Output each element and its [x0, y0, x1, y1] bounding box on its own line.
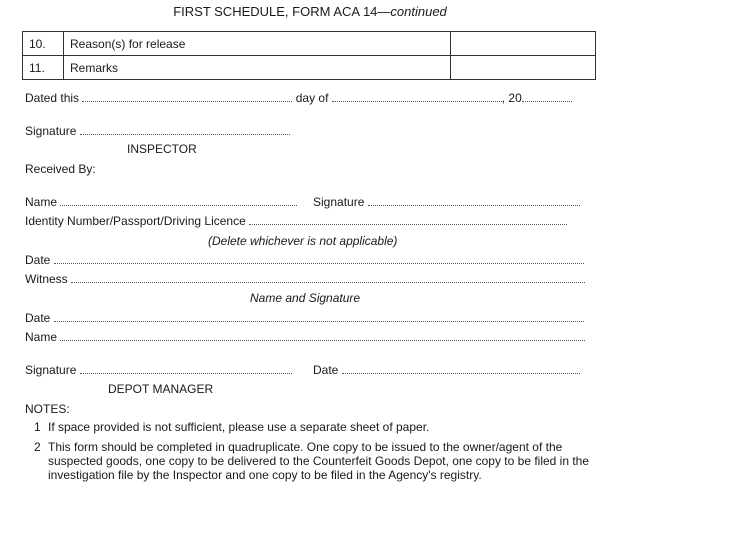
depot-date-line: [313, 363, 580, 377]
receiver-date-field[interactable]: [54, 253, 584, 264]
row-entry-field[interactable]: [451, 56, 596, 80]
witness-field[interactable]: [71, 272, 585, 283]
note-text: This form should be completed in quadruplicate. One copy to be issued to the owner/agent of the suspected goods, one copy to be delivered to the Counterfeit Goods Depot, one copy to be filed in the investigation file by the Inspector and one copy to be filed in the Agency's registry.: [48, 440, 590, 482]
receiver-signature-line: [313, 195, 580, 209]
name-label: Name: [25, 330, 58, 344]
delete-note: (Delete whichever is not applicable): [208, 234, 398, 248]
table-row: [23, 32, 596, 56]
date-label: Date: [25, 253, 51, 267]
signature-label: Signature: [25, 363, 77, 377]
witness-date-field[interactable]: [54, 311, 584, 322]
note-number: 2: [34, 440, 41, 454]
depot-signature-line: [25, 363, 292, 377]
witness-name-line: [25, 330, 585, 344]
receiver-date-line: [25, 253, 584, 267]
signature-label: Signature: [313, 195, 365, 209]
witness-date-line: [25, 311, 584, 325]
identity-field[interactable]: [249, 214, 567, 225]
note-number: 1: [34, 420, 41, 434]
depot-date-field[interactable]: [342, 363, 580, 374]
dated-prefix: Dated this: [25, 91, 80, 105]
notes-heading: NOTES:: [25, 402, 70, 416]
depot-signature-field[interactable]: [80, 363, 292, 374]
title-main: FIRST SCHEDULE, FORM ACA 14—: [173, 4, 391, 19]
dated-year-field[interactable]: [522, 91, 572, 102]
date-label: Date: [25, 311, 51, 325]
page-title: [0, 4, 620, 19]
row-label: Remarks: [64, 56, 451, 80]
signature-label: Signature: [25, 124, 77, 138]
received-by-label: Received By:: [25, 162, 96, 176]
depot-manager-label: DEPOT MANAGER: [108, 382, 214, 396]
row-number: 10.: [23, 32, 64, 56]
receiver-name-line: [25, 195, 297, 209]
inspector-label: INSPECTOR: [127, 142, 197, 156]
receiver-name-field[interactable]: [60, 195, 297, 206]
name-and-signature-caption: Name and Signature: [250, 291, 361, 305]
inspector-signature-field[interactable]: [80, 124, 290, 135]
inspector-signature-line: [25, 124, 290, 138]
identity-line: [25, 214, 567, 228]
dated-suffix: , 20: [501, 91, 522, 105]
row-entry-field[interactable]: [451, 32, 596, 56]
dated-day-field[interactable]: [82, 91, 292, 102]
witness-name-field[interactable]: [60, 330, 585, 341]
note-text: If space provided is not sufficient, please use a separate sheet of paper.: [48, 420, 430, 434]
dated-mid: day of: [295, 91, 329, 105]
date-label: Date: [313, 363, 339, 377]
release-table: [22, 31, 596, 80]
witness-label: Witness: [25, 272, 68, 286]
row-number: 11.: [23, 56, 64, 80]
dated-line: [25, 91, 572, 105]
name-label: Name: [25, 195, 58, 209]
row-label: Reason(s) for release: [64, 32, 451, 56]
witness-line: [25, 272, 585, 286]
table-row: [23, 56, 596, 80]
identity-label: Identity Number/Passport/Driving Licence: [25, 214, 246, 228]
receiver-signature-field[interactable]: [368, 195, 580, 206]
title-suffix: continued: [390, 4, 447, 19]
dated-month-field[interactable]: [332, 91, 502, 102]
